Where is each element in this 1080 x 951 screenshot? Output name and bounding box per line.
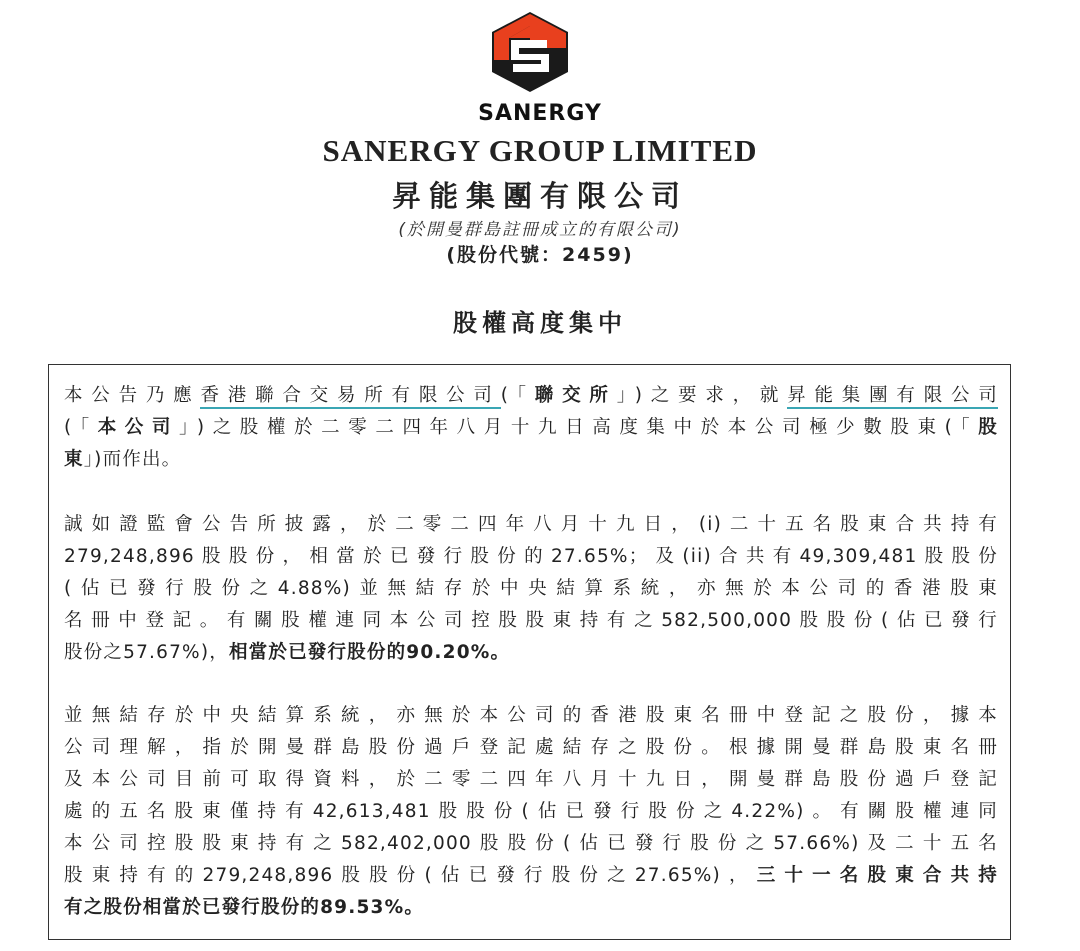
company-name-en: SANERGY GROUP LIMITED	[322, 133, 758, 168]
company-name-link: 昇能集團有限公司	[787, 385, 998, 409]
paragraph-register-details	[64, 700, 998, 924]
incorporation-note: (於開曼群島註冊成立的有限公司)	[398, 220, 682, 240]
paragraph-line: 名冊中登記。有關股權連同本公司控股股東持有之582,500,000股股份(佔已發行	[64, 610, 998, 631]
text-span: 」)之要求，就	[616, 385, 788, 406]
announcement-title: 股權高度集中	[453, 309, 627, 337]
paragraph-line: 誠如證監會公告所披露，於二零二四年八月十九日，(i)二十五名股東合共持有	[64, 514, 998, 535]
paragraph-intro	[64, 380, 998, 476]
hkex-name: 香港聯合交易所有限公司	[200, 385, 500, 409]
paragraph-line: 本公司控股股東持有之582,402,000股股份(佔已發行股份之57.66%)及二十五名	[64, 833, 998, 854]
text-span: 股東持有的279,248,896股股份(佔已發行股份之27.65%)，	[64, 865, 757, 886]
term-shareholders-part1: 股	[978, 417, 998, 438]
paragraph-line: 及本公司目前可取得資料，於二零二四年八月十九日，開曼群島股份過戶登記	[64, 769, 998, 790]
text-span: (「	[64, 417, 98, 438]
highlight-percentage: 有之股份相當於已發行股份的89.53%。	[64, 897, 425, 918]
company-logo	[489, 10, 571, 94]
term-shareholders-part2: 東	[64, 449, 84, 470]
text-span: 」)而作出。	[83, 449, 182, 470]
paragraph-line: 處的五名股東僅持有42,613,481股股份(佔已發行股份之4.22%)。有關股權連同	[64, 801, 998, 822]
paragraph-line: (佔已發行股份之4.88%)並無結存於中央結算系統，亦無於本公司的香港股東	[64, 578, 998, 599]
highlight-percentage: 相當於已發行股份的90.20%。	[228, 642, 511, 663]
term-hkex: 聯交所	[534, 385, 617, 406]
text-span: (「	[500, 385, 535, 406]
stock-code: (股份代號：2459)	[446, 244, 634, 266]
highlight-text: 三十一名股東合共持	[756, 865, 998, 886]
term-company: 本公司	[97, 417, 180, 438]
text-span: 股份之57.67%)，	[64, 642, 229, 663]
paragraph-line: 並無結存於中央結算系統，亦無於本公司的香港股東名冊中登記之股份，據本	[64, 705, 998, 726]
text-span: 」)之股權於二零二四年八月十九日高度集中於本公司極少數股東(「	[179, 417, 979, 438]
company-name-zh: 昇能集團有限公司	[391, 179, 688, 213]
paragraph-line	[64, 412, 998, 444]
paragraph-line	[64, 444, 998, 476]
sanergy-logo-icon	[489, 10, 571, 94]
paragraph-sfc-disclosure	[64, 509, 998, 669]
logo-wordmark: SANERGY	[478, 101, 602, 126]
paragraph-line: 公司理解，指於開曼群島股份過戶登記處結存之股份。根據開曼群島股東名冊	[64, 737, 998, 758]
paragraph-line	[64, 860, 998, 892]
paragraph-line	[64, 637, 998, 669]
text-span: 本公告乃應	[64, 385, 201, 406]
paragraph-line: 279,248,896股股份，相當於已發行股份的27.65%；及(ii)合共有49,309,481股股份	[64, 546, 998, 567]
paragraph-line	[64, 380, 998, 412]
